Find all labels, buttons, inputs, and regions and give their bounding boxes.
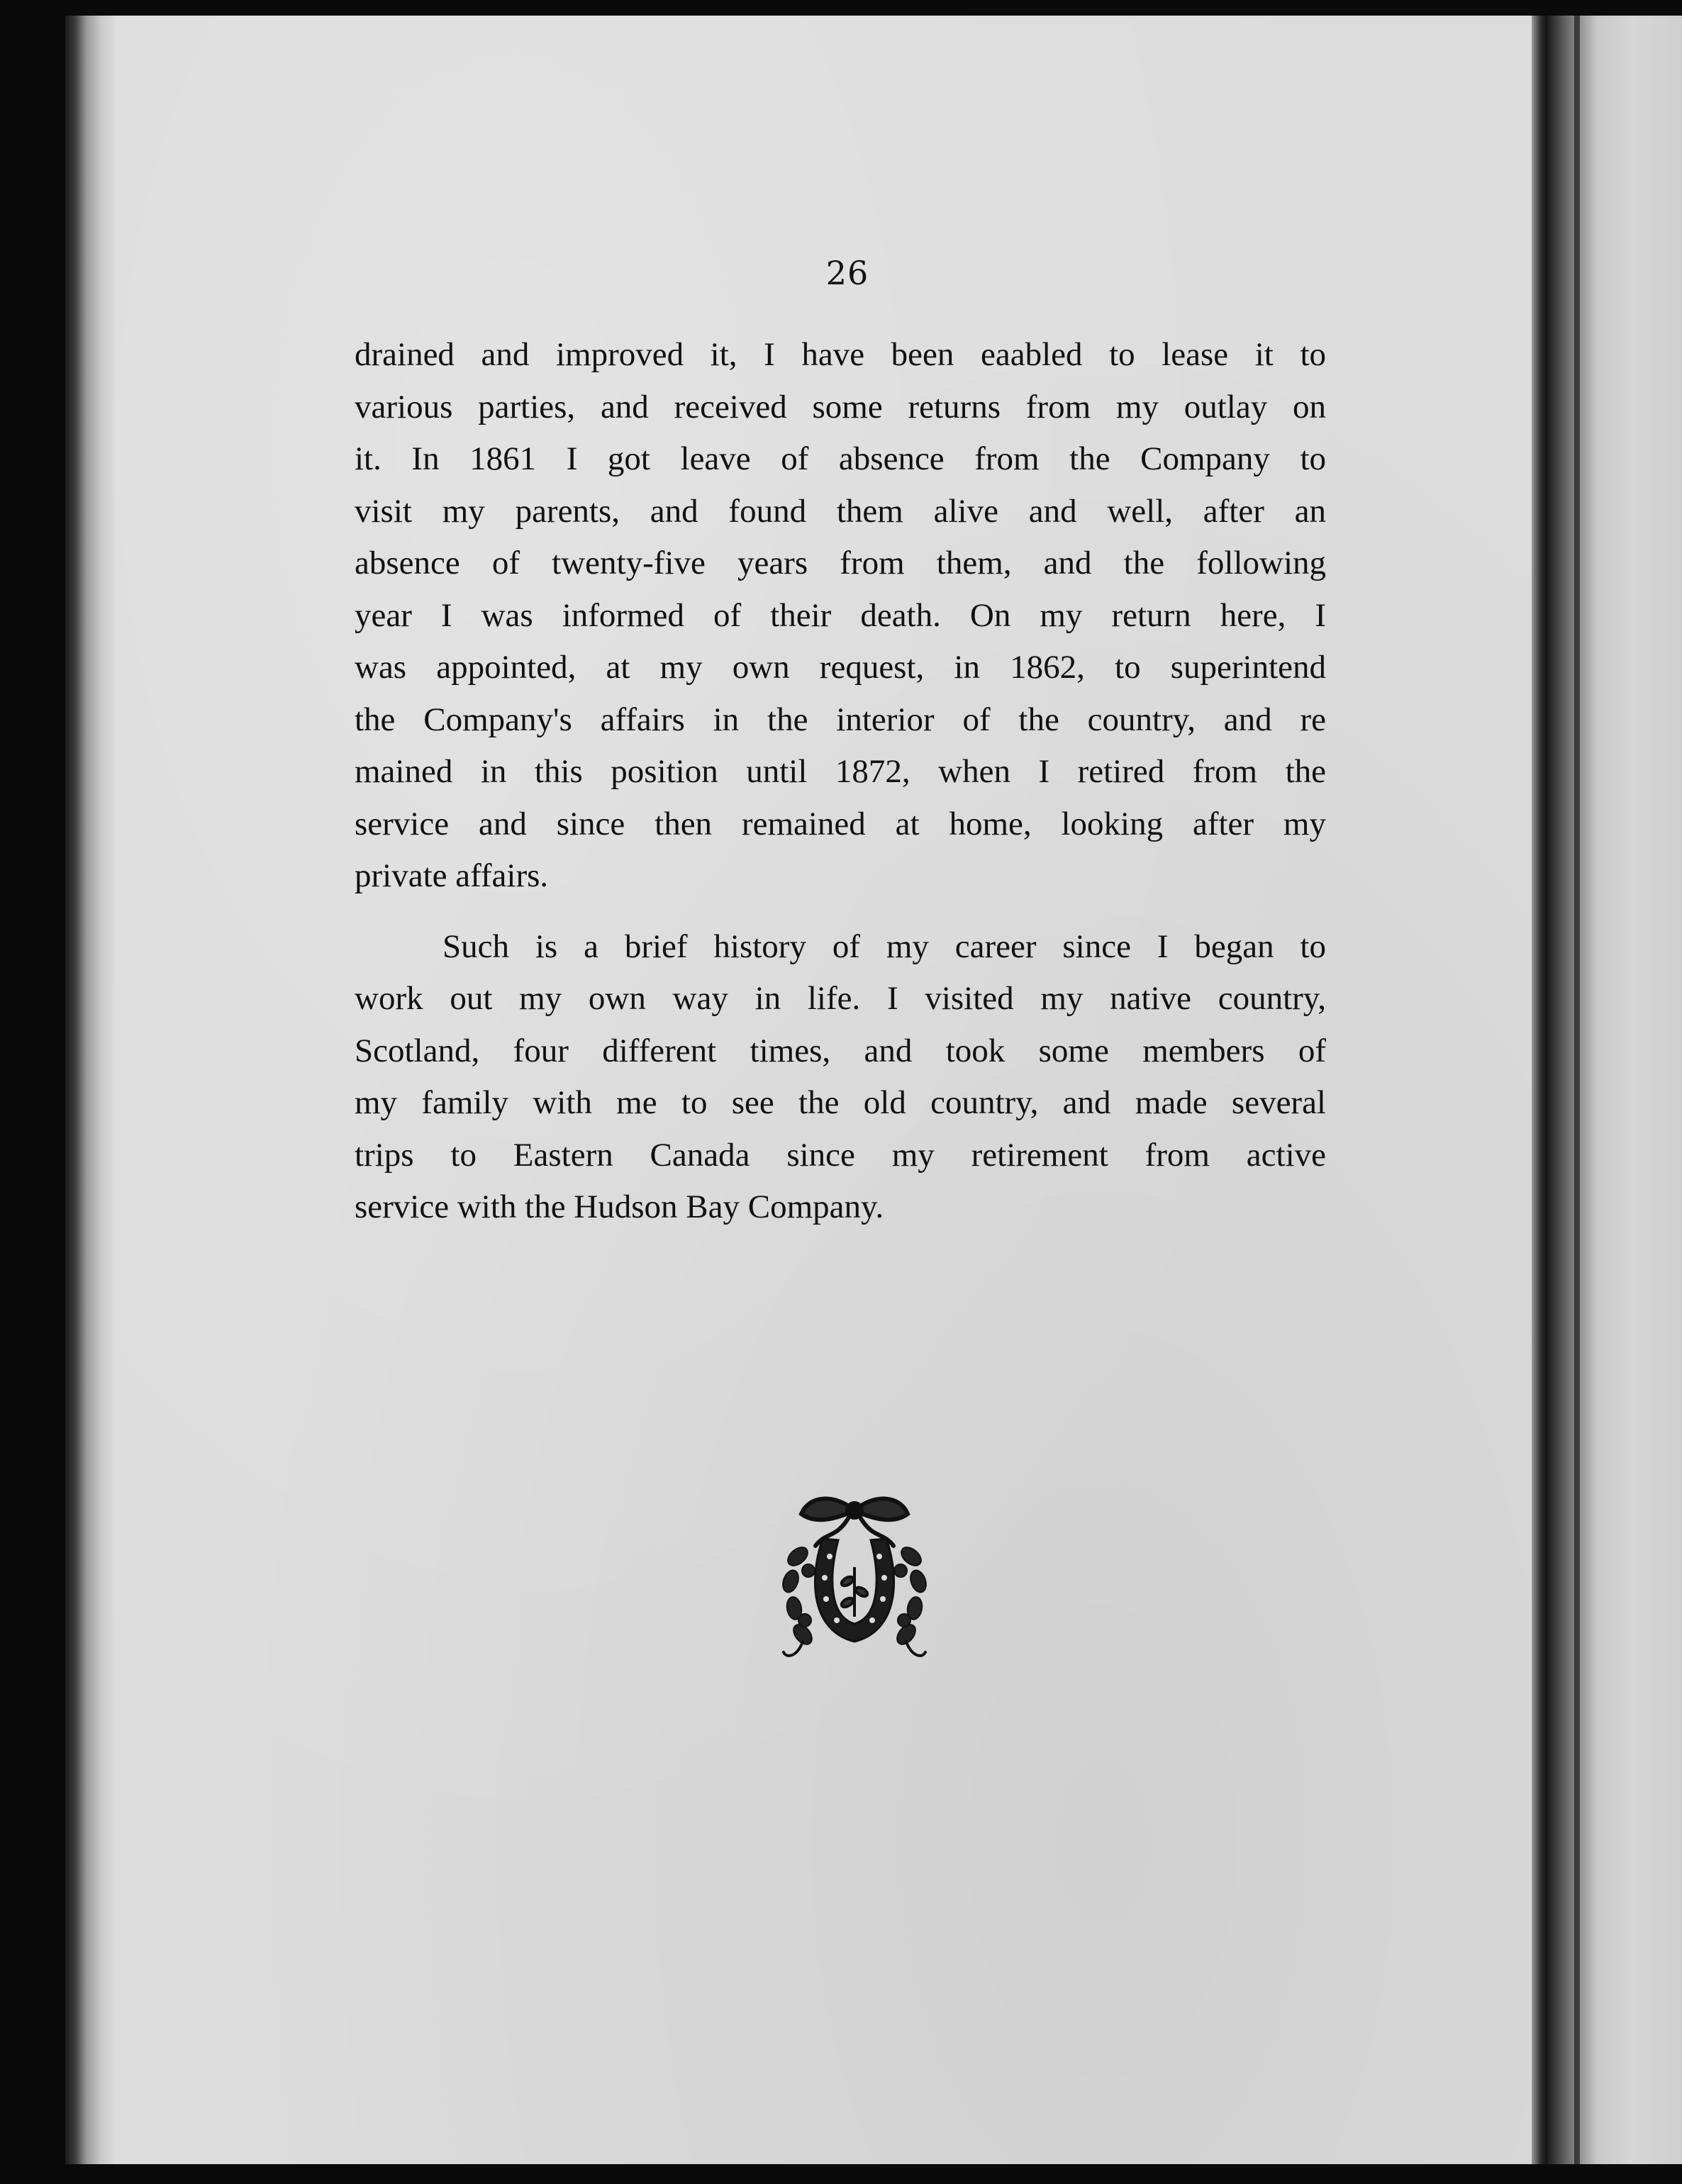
paragraph-gap <box>355 903 1326 921</box>
text-line: absence of twenty-five years from them, and the following <box>355 545 1326 581</box>
text-line: it. In 1861 I got leave of absence from the Company to <box>355 440 1326 477</box>
text-line: service with the Hudson Bay Company. <box>355 1188 884 1225</box>
text-line: my family with me to see the old country, and made several <box>355 1084 1326 1121</box>
page-number: 26 <box>825 254 869 292</box>
text-line: year I was informed of their death. On my return here, I <box>355 596 1326 634</box>
text-line: mained in this position until 1872, when I retired from the <box>355 753 1326 790</box>
text-line: private affairs. <box>355 857 549 894</box>
text-line: various parties, and received some returns from my outlay on <box>355 388 1326 425</box>
adjacent-page-edge <box>1574 16 1580 2164</box>
body-text <box>355 329 1326 1234</box>
text-line: was appointed, at my own request, in 1862, to superintend <box>355 649 1326 686</box>
text-line: trips to Eastern Canada since my retirement from active <box>355 1136 1326 1174</box>
text-line: the Company's affairs in the interior of the country, and re <box>355 701 1326 738</box>
page-fold <box>1532 16 1547 2164</box>
text-line: visit my parents, and found them alive and well, after an <box>355 492 1326 530</box>
left-binding-edge <box>65 16 115 2164</box>
text-line: drained and improved it, I have been eaabled to lease it to <box>355 336 1326 373</box>
text-line: service and since then remained at home, looking after my <box>355 805 1326 842</box>
text-line: Scotland, four different times, and took some members of <box>355 1032 1326 1069</box>
text-line: work out my own way in life. I visited my native country, <box>355 980 1326 1017</box>
paragraph <box>355 329 1326 903</box>
text-line: Such is a brief history of my career since I began to <box>442 927 1326 965</box>
paragraph <box>355 921 1326 1234</box>
adjacent-page-strip <box>1547 16 1682 2164</box>
horseshoe-wreath-icon <box>759 1489 950 1673</box>
